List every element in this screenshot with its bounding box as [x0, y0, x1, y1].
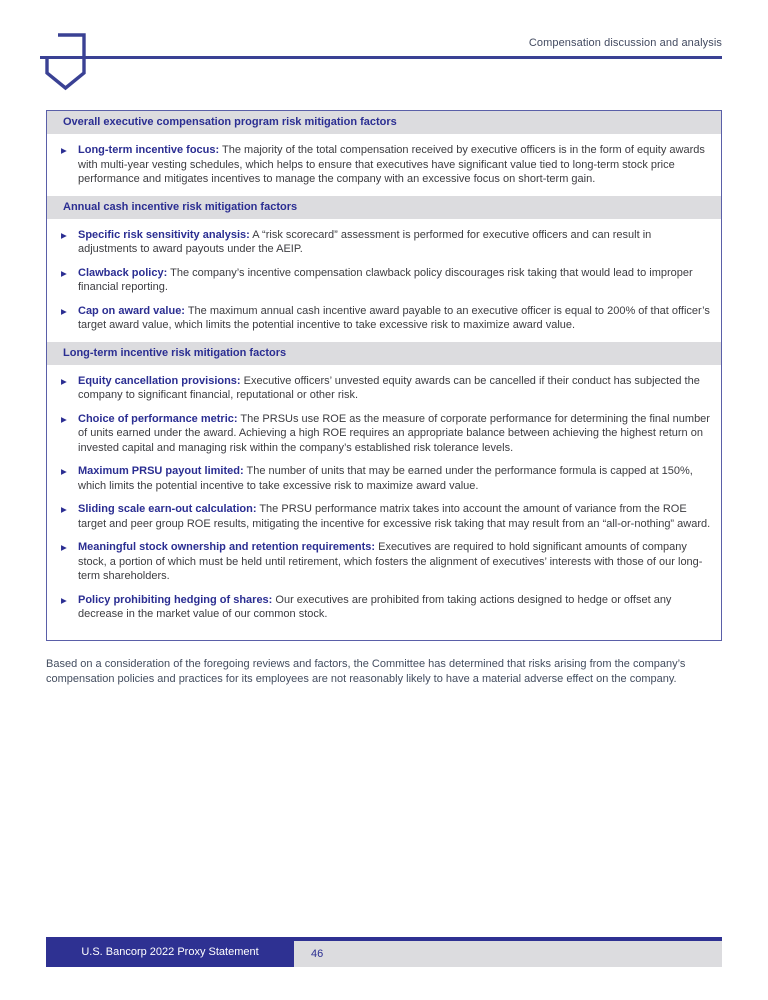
bullet-arrow-icon: ▶	[61, 595, 67, 605]
bullet-item-text: Maximum PRSU payout limited: The number of units that may be earned under the performance formula is capped at 150%, which limits the potential incentive to take excessive risk to maximize award value.	[78, 465, 693, 492]
bullet-item-lead: Sliding scale earn-out calculation:	[78, 503, 257, 515]
bullet-item	[47, 143, 721, 187]
bullet-item-text: Meaningful stock ownership and retention requirements: Executives are required to hold significant amounts of company stock, a portion of which must be held until retirement, which fosters the alignment of executives’ interests with those of our long-term shareholders.	[78, 541, 703, 582]
bullet-item	[47, 593, 721, 622]
bullet-arrow-icon: ▶	[61, 230, 67, 240]
bullet-arrow-icon: ▶	[61, 146, 67, 155]
bullet-item-text: Specific risk sensitivity analysis: A “risk scorecard” assessment is performed for executive officers and can result in adjustments to award payouts under the AEIP.	[78, 228, 652, 255]
bullet-item-lead: Equity cancellation provisions:	[78, 374, 241, 387]
bullet-arrow-icon: ▶	[61, 467, 67, 476]
bullet-item-text: Clawback policy: The company’s incentive compensation clawback policy discourages risk taking that would lead to improper financial reporting.	[78, 266, 693, 293]
bullet-item-lead: Clawback policy:	[78, 266, 168, 279]
running-header-title: Compensation discussion and analysis	[528, 37, 722, 49]
bullet-item	[47, 304, 721, 333]
header-rule	[40, 56, 722, 59]
bullet-arrow-icon: ▶	[61, 543, 67, 552]
bullet-item	[47, 412, 721, 456]
bullet-item-text: Long-term incentive focus: The majority of the total compensation received by executive officers is in the form of equity awards with multi-year vesting schedules, which helps to ensure that executives have significant value tied to long-term stock price performance and mitigates incentives to manage the company with an excessive focus on short-term gain.	[78, 144, 705, 185]
bullet-arrow-icon: ▶	[61, 306, 67, 316]
bullet-arrow-icon: ▶	[61, 505, 67, 514]
bullet-item	[47, 502, 721, 531]
bullet-item-text: Choice of performance metric: The PRSUs use ROE as the measure of corporate performance for determining the final number of units earned under the award. Achieving a high ROE requires an appropriate balance between achieving the highest return on invested capital and managing risk within the company’s established risk tolerance levels.	[78, 412, 710, 454]
bullet-item	[47, 266, 721, 295]
us-bancorp-shield-logo-icon	[44, 28, 92, 99]
bullet-item-lead: Long-term incentive focus:	[78, 144, 220, 156]
bullet-item-text: Sliding scale earn-out calculation: The PRSU performance matrix takes into account the amount of variance from the ROE target and peer group ROE results, mitigating the incentive for excessive risk taking that may result from an “all-or-nothing” award.	[78, 503, 711, 530]
bullet-arrow-icon: ▶	[61, 376, 67, 386]
bullet-arrow-icon: ▶	[61, 414, 67, 424]
bullet-item-text: Cap on award value: The maximum annual cash incentive award payable to an executive officer is equal to 200% of that officer’s target award value, which limits the potential incentive to take excessive risk to maximize award value.	[78, 304, 710, 331]
footer-page-number: 46	[294, 937, 722, 967]
footer-brand-label: U.S. Bancorp 2022 Proxy Statement	[46, 937, 294, 967]
bullet-item-lead: Maximum PRSU payout limited:	[78, 465, 244, 477]
bullet-item-text: Policy prohibiting hedging of shares: Our executives are prohibited from taking actions designed to hedge or offset any decrease in the market value of our common stock.	[78, 593, 672, 620]
bullet-item-text: Equity cancellation provisions: Executive officers’ unvested equity awards can be cancelled if their conduct has subjected the company to significant financial, reputational or other risk.	[78, 374, 700, 401]
bullet-item	[47, 228, 721, 257]
closing-paragraph: Based on a consideration of the foregoing reviews and factors, the Committee has determined that risks arising from the company’s compensation policies and practices for its employees are not reasonably likely to have a material adverse effect on the company.	[46, 658, 686, 685]
bullet-item-lead: Specific risk sensitivity analysis:	[78, 228, 250, 241]
bullet-item	[47, 540, 721, 584]
risk-mitigation-factors-box	[46, 110, 722, 641]
section-heading: Annual cash incentive risk mitigation factors	[47, 196, 721, 219]
bullet-arrow-icon: ▶	[61, 268, 67, 278]
bullet-item	[47, 464, 721, 493]
bullet-item-lead: Policy prohibiting hedging of shares:	[78, 593, 273, 606]
bullet-item-lead: Cap on award value:	[78, 304, 185, 317]
page-footer	[46, 937, 722, 967]
section-heading: Long-term incentive risk mitigation factors	[47, 342, 721, 365]
bullet-item-lead: Choice of performance metric:	[78, 412, 238, 425]
bullet-item-lead: Meaningful stock ownership and retention requirements:	[78, 541, 376, 553]
bullet-item	[47, 374, 721, 403]
section-heading: Overall executive compensation program risk mitigation factors	[47, 111, 721, 134]
